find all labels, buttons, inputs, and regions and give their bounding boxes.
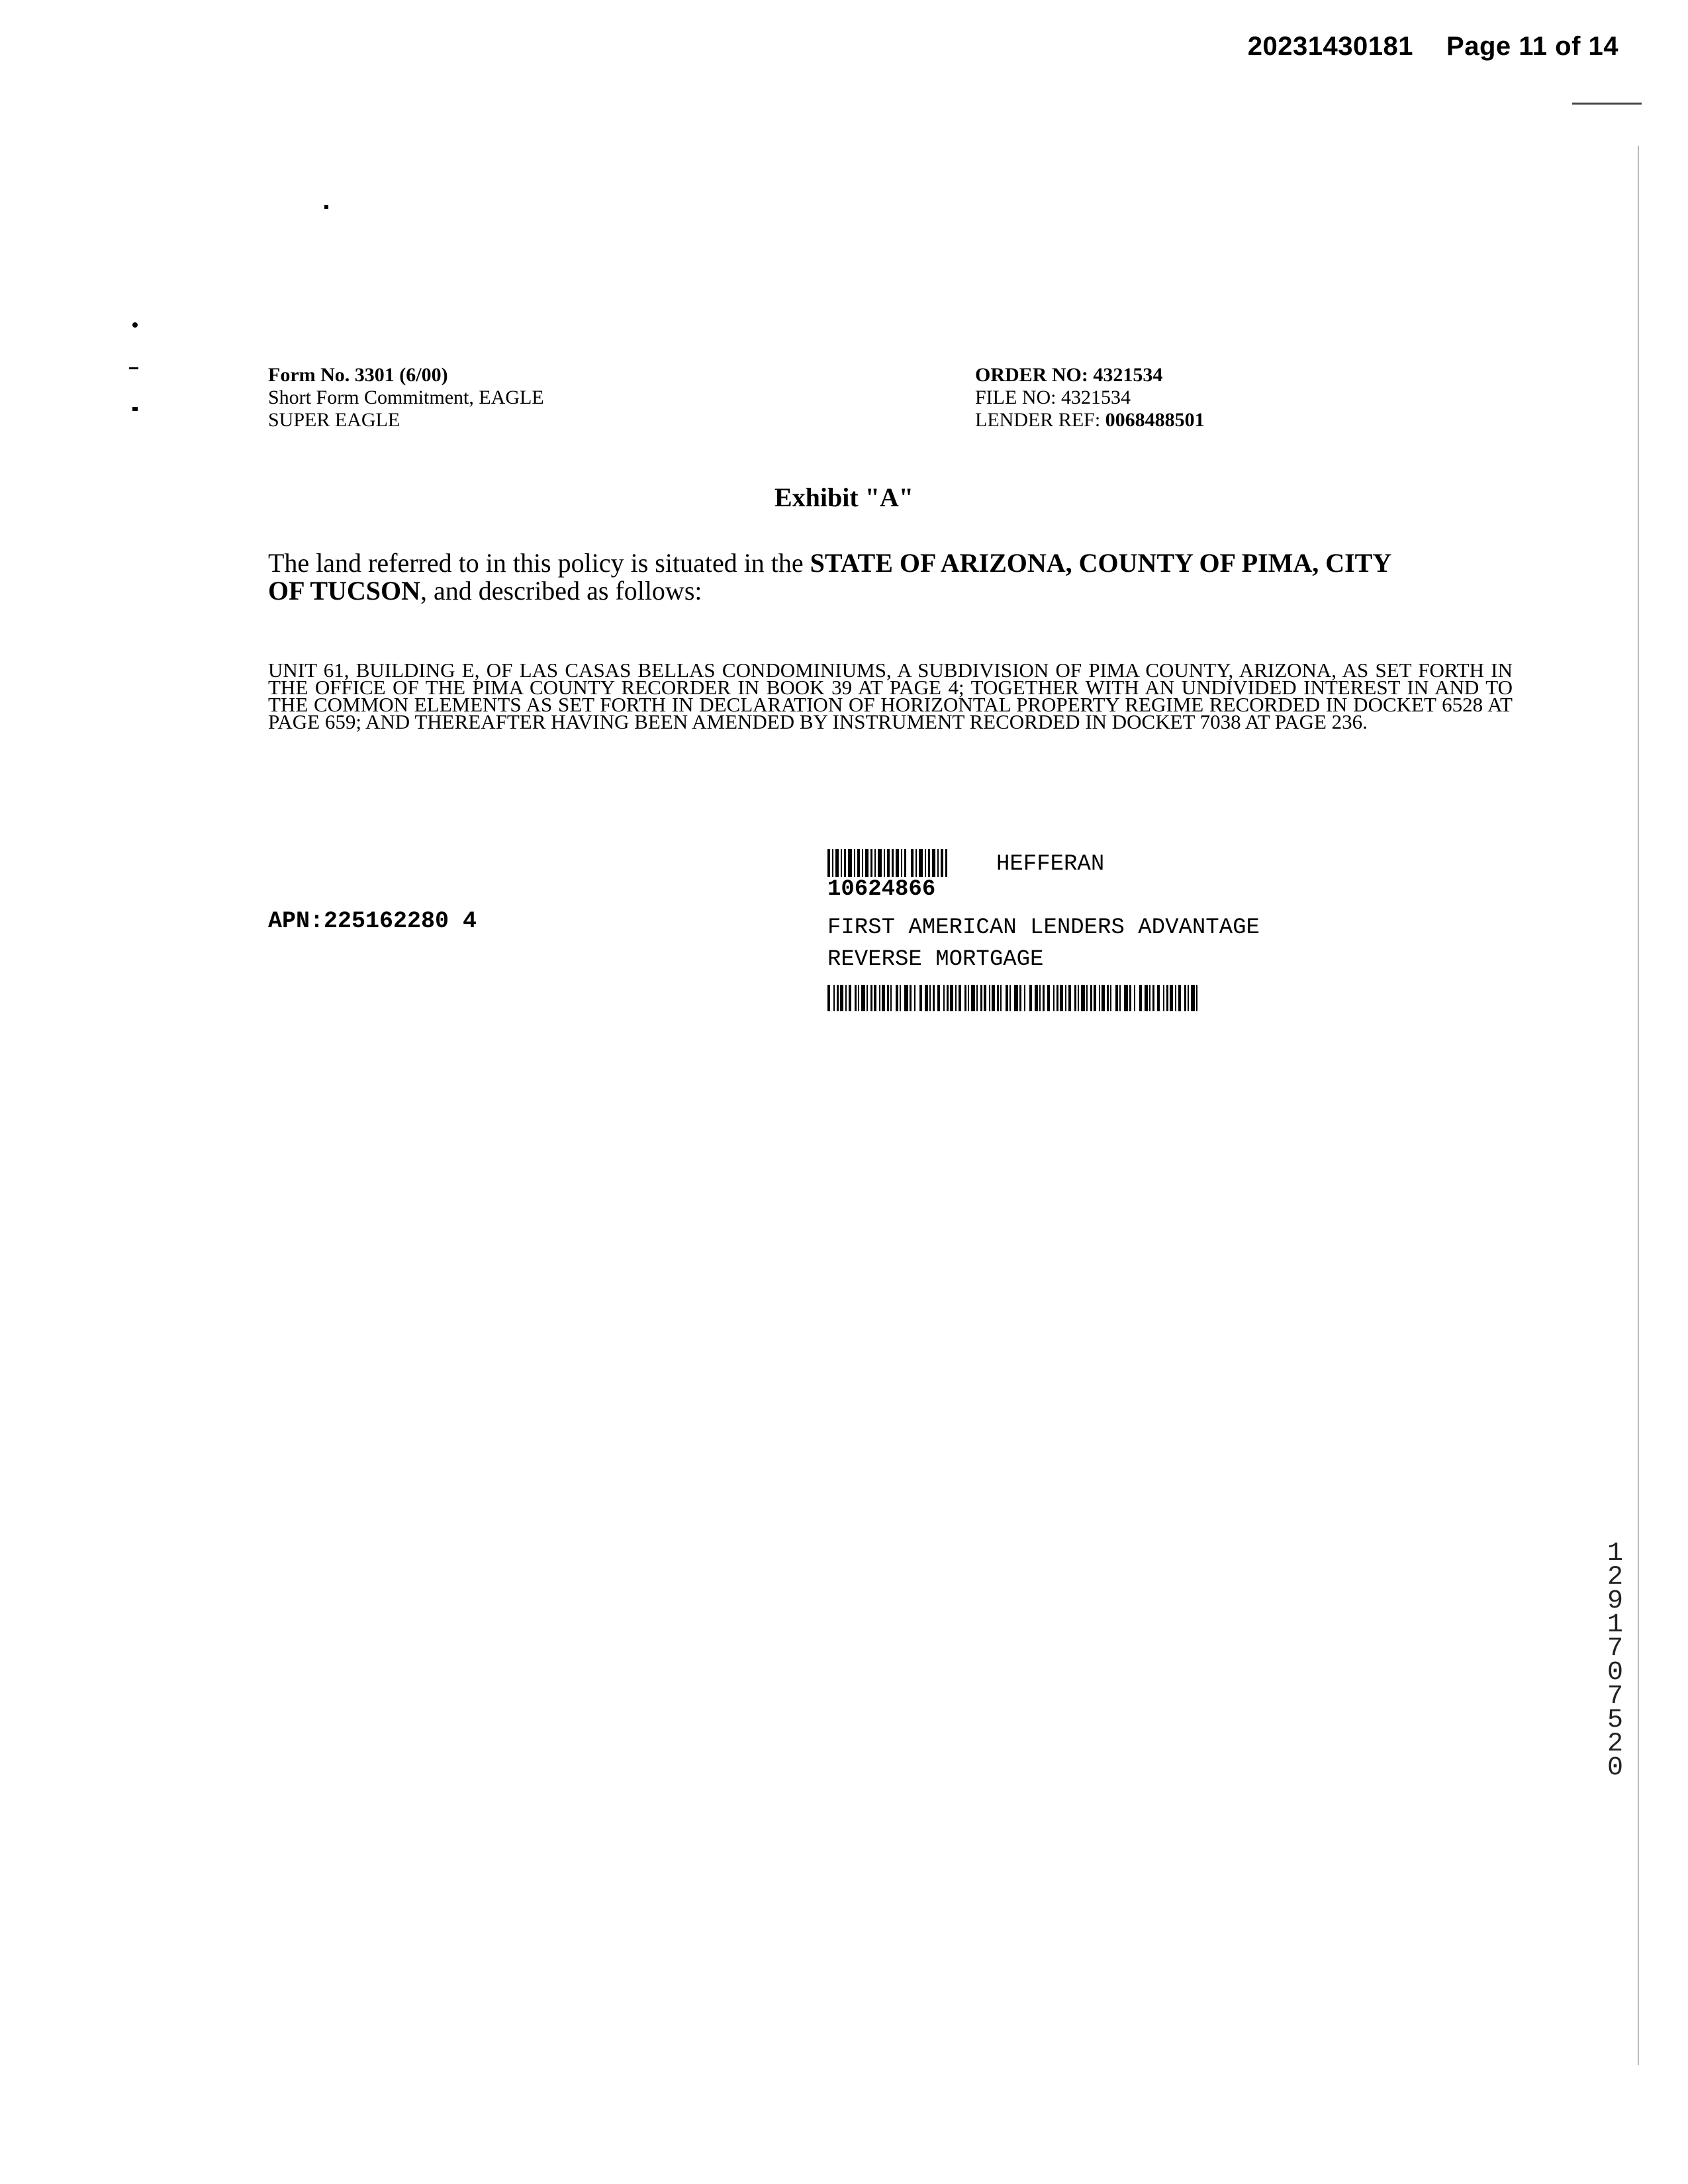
form-header [268, 364, 544, 432]
lender-ref-line: LENDER REF: 0068488501 [975, 409, 1205, 431]
file-number-line: FILE NO: 4321534 [975, 387, 1131, 408]
recording-header [1248, 32, 1618, 62]
scan-speck [324, 205, 328, 209]
scan-edge-line [1638, 146, 1639, 2065]
stamp-name: HEFFERAN [996, 852, 1105, 877]
scan-speck [132, 407, 138, 411]
form-variant: SUPER EAGLE [268, 409, 400, 431]
form-name: Short Form Commitment, EAGLE [268, 387, 544, 408]
order-number-line: ORDER NO: 4321534 [975, 364, 1163, 386]
margin-stamp: 12917 07520 [1607, 1539, 1623, 1783]
document-number: 20231430181 [1247, 32, 1414, 61]
exhibit-title: Exhibit "A" [774, 482, 914, 512]
scan-speck [132, 322, 138, 328]
stamp-line-1: FIRST AMERICAN LENDERS ADVANTAGE [827, 915, 1260, 940]
scan-speck [129, 367, 138, 369]
order-info [975, 364, 1205, 432]
form-number: Form No. 3301 (6/00) [268, 364, 448, 386]
legal-description: UNIT 61, BUILDING E, OF LAS CASAS BELLAS CONDOMINIUMS, A SUBDIVISION OF PIMA COUNTY, ARIZONA, AS SET FORTH IN THE OFFICE OF THE PIMA COUNTY RECORDER IN BOOK 39 AT PAGE 4; TOGETHER WITH AN UNDIVIDED INTEREST IN AND TO THE COMMON ELEMENTS AS SET FORTH IN DECLARATION OF HORIZONTAL PROPERTY REGIME RECORDED IN DOCKET 6528 AT PAGE 659; AND THEREAFTER HAVING BEEN AMENDED BY INSTRUMENT RECORDED IN DOCKET 7038 AT PAGE 236. [268, 659, 1513, 733]
apn: APN:225162280 4 [268, 908, 477, 934]
barcode-top [827, 849, 980, 877]
stamp-number: 10624866 [827, 877, 936, 902]
scan-rule [1572, 103, 1642, 105]
intro-paragraph: The land referred to in this policy is situated in the STATE OF ARIZONA, COUNTY OF PIMA, CITY OF TUCSON, and described as follows: [268, 548, 1391, 606]
barcode-bottom [827, 985, 1205, 1011]
page-label: Page 11 of 14 [1446, 32, 1618, 61]
stamp-line-2: REVERSE MORTGAGE [827, 947, 1044, 972]
